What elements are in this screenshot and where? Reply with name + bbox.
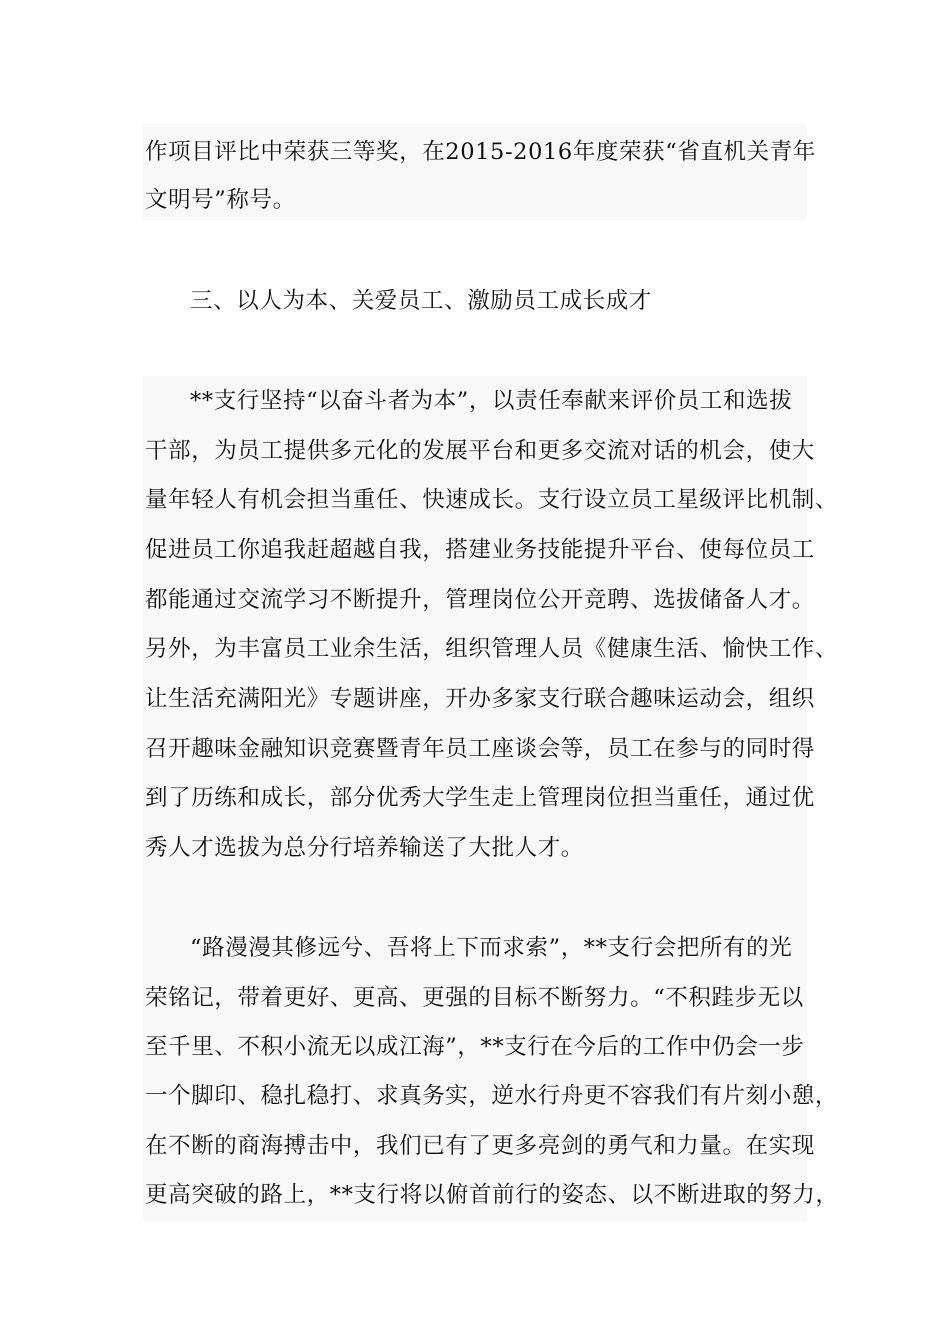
text-line: “路漫漫其修远兮、吾将上下而求索”，**支行会把所有的光: [190, 935, 793, 961]
text-line: 更高突破的路上，**支行将以俯首前行的姿态、以不断进取的努力，: [145, 1182, 839, 1208]
text-line: 至千里、不积小流无以成江海”，**支行在今后的工作中仍会一步: [145, 1034, 805, 1060]
text-line: 促进员工你追我赶超越自我，搭建业务技能提升平台、使每位员工: [145, 537, 815, 563]
text-line: 在不断的商海搏击中，我们已有了更多亮剑的勇气和力量。在实现: [145, 1133, 815, 1159]
text-line: 文明号”称号。: [145, 187, 296, 213]
text-line: 荣铭记，带着更好、更高、更强的目标不断努力。“不积跬步无以: [145, 985, 804, 1011]
section-heading: 三、以人为本、关爱员工、激励员工成长成才: [190, 288, 653, 314]
text-line: **支行坚持“以奋斗者为本”，以责任奉献来评价员工和选拔: [190, 388, 793, 414]
text-line: 一个脚印、稳扎稳打、求真务实，逆水行舟更不容我们有片刻小憩，: [145, 1083, 839, 1109]
text-line: 作项目评比中荣获三等奖，在2015-2016年度荣获“省直机关青年: [145, 139, 816, 165]
text-line: 都能通过交流学习不断提升，管理岗位公开竞聘、选拔储备人才。: [145, 587, 815, 613]
text-line: 量年轻人有机会担当重任、快速成长。支行设立员工星级评比机制、: [145, 487, 839, 513]
text-line: 召开趣味金融知识竞赛暨青年员工座谈会等，员工在参与的同时得: [145, 736, 815, 762]
text-line: 干部，为员工提供多元化的发展平台和更多交流对话的机会，使大: [145, 438, 815, 464]
text-line: 到了历练和成长，部分优秀大学生走上管理岗位担当重任，通过优: [145, 785, 815, 811]
text-line: 让生活充满阳光》专题讲座，开办多家支行联合趣味运动会，组织: [145, 686, 815, 712]
text-line: 另外，为丰富员工业余生活，组织管理人员《健康生活、愉快工作、: [145, 636, 839, 662]
text-line: 秀人才选拔为总分行培养输送了大批人才。: [145, 835, 584, 861]
